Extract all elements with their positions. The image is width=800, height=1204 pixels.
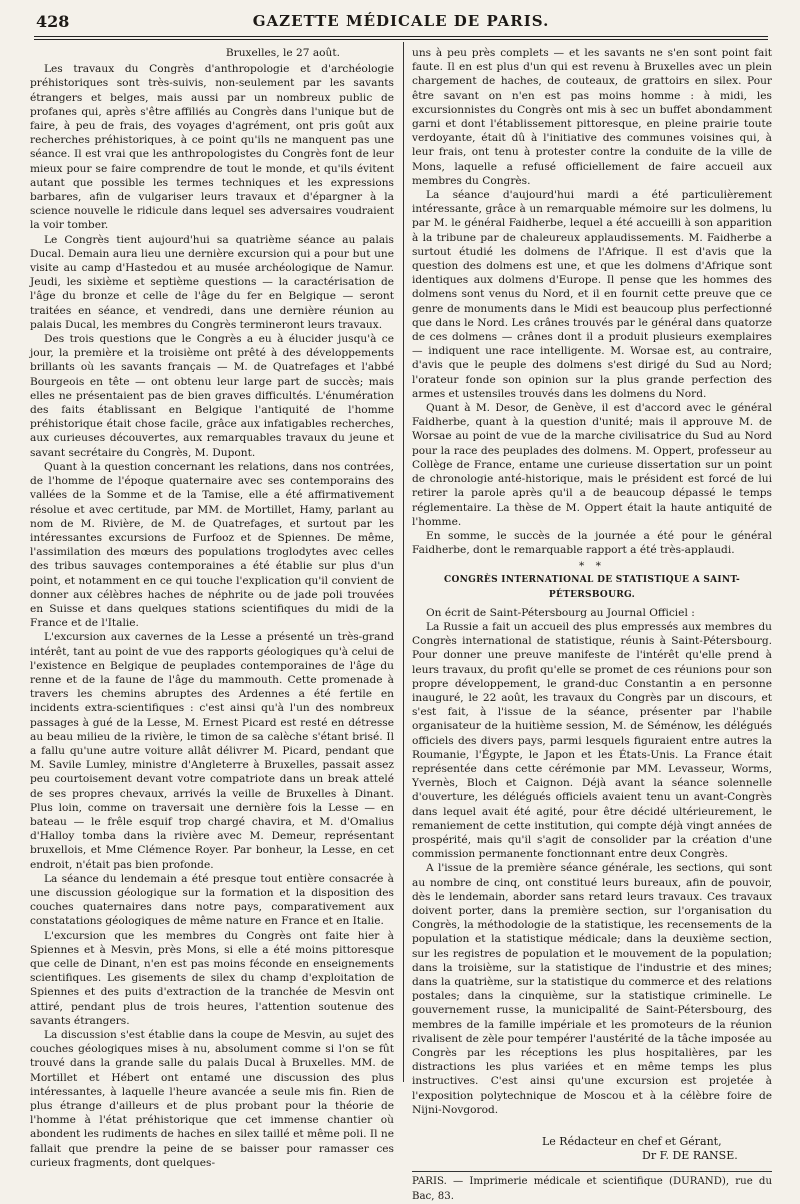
signature-name: Dr F. DE RANSE.: [642, 1149, 738, 1163]
paragraph: L'excursion aux cavernes de la Lesse a présenté un très-grand intérêt, tant au point de vue des rapports géologiques qu'à celui de l'existence en Belgique de peuplades contemporaines de l'âge du renne et de la faune de l'âge du mammouth. Cette promenade à travers les chemins abruptes des Ardennes a été fertile en incidents extra-scientifiques : c'est ainsi qu'à l'un des nombreux passages à gué de la Lesse, M. Ernest Picard est resté en détresse au beau milieu de la rivière, le timon de sa calèche s'étant brisé. Il a fallu qu'une autre voiture allât délivrer M. Picard, pendant que M. Savile Lumley, ministre d'Angleterre à Bruxelles, passait assez peu courtoisement devant votre compatriote dans un break attelé de ses propres chevaux, arrivés la veille de Bruxelles à Dinant. Plus loin, comme on traversait une dernière fois la Lesse — en bateau — le frêle esquif trop chargé chavira, et M. d'Omalius d'Halloy tomba dans la rivière avec M. Demeur, représentant bruxellois, et Mme Clémence Royer. Par bonheur, la Lesse, en cet endroit, n'était pas bien profonde.: [30, 631, 394, 871]
paragraph: La séance d'aujourd'hui mardi a été particulièrement intéressante, grâce à un remarquable mémoire sur les dolmens, lu par M. le général Faidherbe, lequel a été accueilli à son apparition à la tribune par de chaleureux applaudissements. M. Faidherbe a surtout étudié les dolmens de l'Afrique. Il est d'avis que la question des dolmens est une, et que les dolmens d'Afrique sont identiques aux dolmens d'Europe. Il pense que les hommes des dolmens sont venus du Nord, et il en fournit cette preuve que ce genre de monuments dans le Midi est beaucoup plus perfectionné que dans le Nord. Les crânes trouvés par le général dans quatorze de ces dolmens — crânes dont il a produit plusieurs exemplaires — indiquent une race intelligente. M. Worsae est, au contraire, d'avis que le peuple des dolmens s'est dirigé du Sud au Nord; l'orateur fonde son opinion sur la plus grande perfection des armes et ustensiles trouvés dans les dolmens du Nord.: [412, 189, 772, 400]
signature-role: Le Rédacteur en chef et Gérant,: [542, 1135, 722, 1149]
paragraph: La séance du lendemain a été presque tout entière consacrée à une discussion géologique sur la formation et la disposition des couches quaternaires dans notre pays, comparativement aux constatations géologiques de même nature en France et en Italie.: [30, 872, 394, 928]
page-number: 428: [36, 12, 70, 31]
section-separator: * *: [579, 560, 605, 573]
paragraph: uns à peu près complets — et les savants ne s'en sont point fait faute. Il en est plus d'un qui est revenu à Bruxelles avec un plein chargement de haches, de couteaux, de grattoirs en silex. Pour être savant on n'en est pas moins homme : à midi, les excursionnistes du Congrès ont mis à sec un buffet abondamment garni et dont l'établissement pittoresque, en pleine prairie toute verdoyante, était dû à l'initiative des communes voisines qui, à leur frais, ont tenu à protester contre la conduite de la ville de Mons, laquelle a refusé officiellement de faire accueil aux membres du Congrès.: [412, 47, 772, 187]
right-column: [412, 46, 772, 1204]
paragraph: L'excursion que les membres du Congrès ont faite hier à Spiennes et à Mesvin, près Mons, si elle a été moins pittoresque que celle de Dinant, n'en est pas moins féconde en enseignements scientifiques. Les gisements de silex du champ d'exploitation de Spiennes et des puits d'extraction de la tranchée de Mesvin ont attiré, pendant plus de trois heures, l'attention soutenue des savants étrangers.: [30, 929, 394, 1027]
section-title: CONGRÈS INTERNATIONAL DE STATISTIQUE A SAINT-PÉTERSBOURG.: [444, 575, 740, 600]
header-rule: [34, 36, 768, 37]
paragraph: A l'issue de la première séance générale, les sections, qui sont au nombre de cinq, ont constitué leurs bureaux, afin de pouvoir, dès le lendemain, aborder sans retard leurs travaux. Ces travaux doivent porter, dans la première section, sur l'organisation du Congrès, la méthodologie de la statistique, les recensements de la population et la statistique médicale; dans la deuxième section, sur les registres de population et le mouvement de la population; dans la troisième, sur la statistique de l'industrie et des mines; dans la quatrième, sur la statistique du commerce et des relations postales; dans la cinquième, sur la statistique criminelle. Le gouvernement russe, la municipalité de Saint-Pétersbourg, des membres de la famille impériale et les promoteurs de la réunion rivalisent de zèle pour tempérer l'austérité de la tâche imposée au Congrès par les réceptions les plus hospitalières, par les distractions les plus variées et en même temps les plus instructives. C'est ainsi qu'une excursion est projetée à l'exposition polytechnique de Moscou et à la célèbre foire de Nijni-Novgorod.: [412, 862, 772, 1116]
paragraph: La Russie a fait un accueil des plus empressés aux membres du Congrès international de statistique, réunis à Saint-Pétersbourg. Pour donner une preuve manifeste de l'intérêt qu'elle prend à leurs travaux, du profit qu'elle se promet de ces réunions pour son propre développement, le grand-duc Constantin a en personne inauguré, le 22 août, les travaux du Congrès par un discours, et s'est fait, à l'issue de la séance, présenter par l'habile organisateur de la huitième session, M. de Séménow, les délégués officiels des divers pays, parmi lesquels figuraient entre autres la Roumanie, l'Égypte, le Japon et les États-Unis. La France était représentée dans cette cérémonie par MM. Levasseur, Worms, Yvernès, Bloch et Caignon. Déjà avant la séance solennelle d'ouverture, les délégués officiels avaient tenu un avant-Congrès dans lequel avait été agité, pour être décidé ultérieurement, le remaniement de cette institution, qui compte déjà vingt années de prospérité, mais qu'il s'agit de consolider par la création d'une commission permanente fonctionnant entre deux Congrès.: [412, 620, 772, 861]
paragraph: La discussion s'est établie dans la coupe de Mesvin, au sujet des couches géologiques mises à nu, absolument comme si l'on se fût trouvé dans la grande salle du palais Ducal à Bruxelles. MM. de Mortillet et Hébert ont entamé une discussion des plus intéressantes, à laquelle l'heure avancée a seule mis fin. Rien de plus étrange d'ailleurs et de plus probant pour la théorie de l'homme à l'état préhistorique que cet immense chantier où abondent les rudiments de haches en silex taillé et même poli. Il ne fallait que prendre la peine de se baisser pour ramasser ces curieux fragments, dont quelques-: [30, 1029, 394, 1169]
journal-title: GAZETTE MÉDICALE DE PARIS.: [252, 12, 550, 30]
paragraph: Des trois questions que le Congrès a eu à élucider jusqu'à ce jour, la première et la troisième ont prêté à des développements brillants où les savants français — M. de Quatrefages et l'abbé Bourgeois en tête — ont obtenu leur large part de succès; mais elles ne présentaient pas de bien graves difficultés. L'énumération des faits établissant en Belgique l'antiquité de l'homme préhistorique était chose facile, grâce aux infatigables recherches, aux curieuses découvertes, aux remarquables travaux du jeune et savant secrétaire du Congrès, M. Dupont.: [30, 333, 394, 459]
intro-line: On écrit de Saint-Pétersbourg au Journal Officiel :: [426, 606, 695, 619]
paragraph: Quant à M. Desor, de Genève, il est d'accord avec le général Faidherbe, quant à la question d'unité; mais il approuve M. de Worsae au point de vue de la marche civilisatrice du Sud au Nord pour la race des peuplades des dolmens. M. Oppert, professeur au Collège de France, entame une curieuse dissertation sur un point de chronologie anté-historique, mais le président est forcé de lui retirer la parole après qu'il a de beaucoup dépassé le temps réglementaire. La thèse de M. Oppert était la haute antiquité de l'homme.: [412, 402, 772, 528]
page-header: [34, 12, 768, 38]
paragraph: Les travaux du Congrès d'anthropologie et d'archéologie préhistoriques sont très-suivis, non-seulement par les savants étrangers et belges, mais aussi par un nombreux public de profanes qui, après s'être affiliés au Congrès dans l'unique but de faire, à peu de frais, des voyages d'agrément, ont pris goût aux recherches préhistoriques, à ce point qu'ils ne manquent pas une séance. Il est vrai que les anthropologistes du Congrès font de leur mieux pour se faire comprendre de tout le monde, et qu'ils évitent autant que possible les termes techniques et les expressions barbares, afin de vulgariser leurs travaux et d'épargner à la science nouvelle le ridicule dans lequel ses adversaires voudraient la voir tomber.: [30, 63, 394, 232]
signature-block: [412, 1135, 772, 1163]
left-column: [30, 46, 394, 1170]
paragraph: Le Congrès tient aujourd'hui sa quatrième séance au palais Ducal. Demain aura lieu une dernière excursion qui a pour but une visite au camp d'Hastedou et au musée archéologique de Namur. Jeudi, les sixième et septième questions — la caractérisation de l'âge du bronze et celle de l'âge du fer en Belgique — seront traitées en séance, et vendredi, dans une dernière réunion au palais Ducal, les membres du Congrès termineront leurs travaux.: [30, 233, 394, 331]
column-divider: [403, 42, 404, 1082]
paragraph: En somme, le succès de la journée a été pour le général Faidherbe, dont le remarquable rapport a été très-applaudi.: [412, 529, 772, 557]
header-rule-double: [34, 39, 768, 40]
printer-imprint: PARIS. — Imprimerie médicale et scientifique (DURAND), rue du Bac, 83.: [412, 1171, 772, 1203]
paragraph: Quant à la question concernant les relations, dans nos contrées, de l'homme de l'époque quaternaire avec ses contemporains des vallées de la Somme et de la Tamise, elle a été affirmativement résolue et avec certitude, par MM. de Mortillet, Hamy, parlant au nom de M. Rivière, de M. de Quatrefages, et surtout par les intéressantes excursions de Furfooz et de Spiennes. De même, l'assimilation des mœurs des populations troglodytes avec celles des tribus sauvages contemporaines a été établie sur plus d'un point, et notamment en ce qui touche l'explication qu'il convient de donner aux célèbres haches de néphrite ou de jade poli trouvées en Suisse et dans quelques stations scientifiques du midi de la France et de l'Italie.: [30, 460, 394, 630]
dateline: Bruxelles, le 27 août.: [225, 47, 340, 59]
